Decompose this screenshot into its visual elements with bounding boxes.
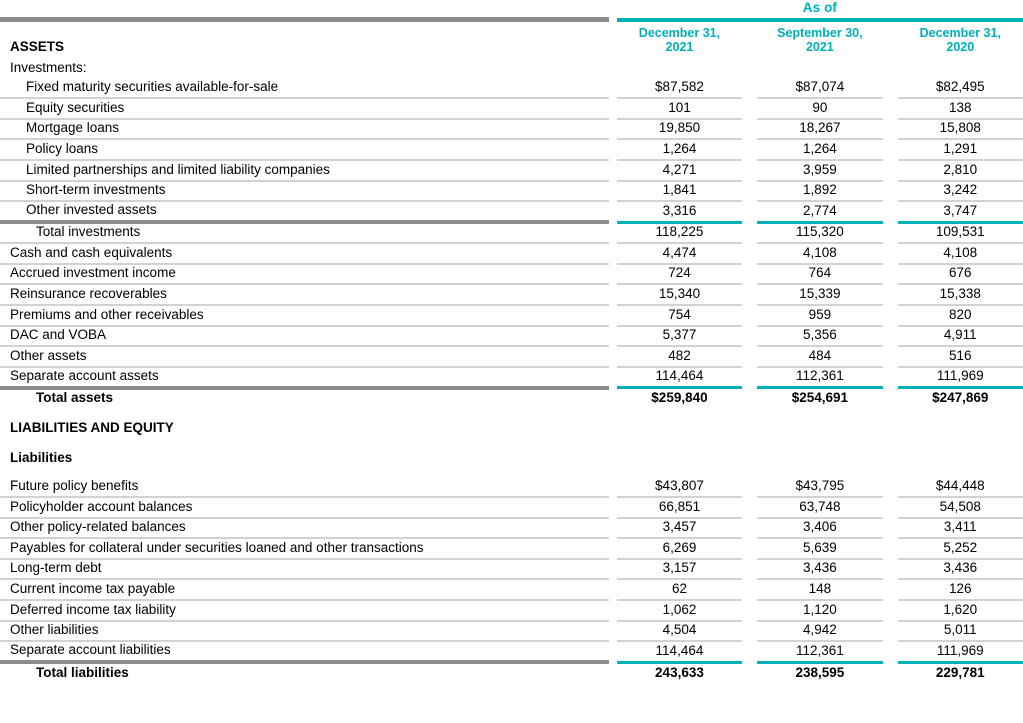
row-value: 66,851 bbox=[617, 497, 742, 518]
cell-empty bbox=[617, 57, 742, 78]
row-value: 118,225 bbox=[617, 222, 742, 243]
row-value: 5,252 bbox=[898, 538, 1023, 559]
row-value: $43,807 bbox=[617, 477, 742, 498]
table-row bbox=[0, 78, 1023, 99]
row-value: 115,320 bbox=[757, 222, 882, 243]
row-label: Limited partnerships and limited liability companies bbox=[0, 160, 609, 181]
row-label: Reinsurance recoverables bbox=[0, 284, 609, 305]
row-value: 18,267 bbox=[757, 119, 882, 140]
row-label: Future policy benefits bbox=[0, 477, 609, 498]
spacer-cell bbox=[883, 201, 898, 222]
table-row bbox=[0, 98, 1023, 119]
spacer-cell bbox=[883, 447, 898, 468]
table-row bbox=[0, 57, 1023, 78]
row-value: 148 bbox=[757, 579, 882, 600]
spacer-cell bbox=[609, 98, 617, 119]
column-header-row bbox=[0, 22, 1023, 57]
table-row bbox=[0, 243, 1023, 264]
row-label: Fixed maturity securities available-for-sale bbox=[0, 78, 609, 99]
section-title-assets: ASSETS bbox=[10, 39, 65, 54]
row-label: Other invested assets bbox=[0, 201, 609, 222]
spacer-cell bbox=[742, 160, 757, 181]
row-value: 516 bbox=[898, 346, 1023, 367]
row-label: Total assets bbox=[36, 390, 114, 406]
row-value: 959 bbox=[757, 305, 882, 326]
spacer-cell bbox=[883, 119, 898, 140]
row-value: 1,062 bbox=[617, 600, 742, 621]
row-value: 90 bbox=[757, 98, 882, 119]
spacer-cell bbox=[609, 78, 617, 99]
spacer-cell bbox=[883, 305, 898, 326]
spacer-cell bbox=[742, 388, 757, 409]
row-value: 4,942 bbox=[757, 621, 882, 642]
spacer-cell bbox=[609, 417, 617, 438]
table-row bbox=[0, 579, 1023, 600]
row-value: $44,448 bbox=[898, 477, 1023, 498]
table-row bbox=[0, 264, 1023, 285]
subsection-title-investments: Investments: bbox=[10, 59, 87, 75]
row-value: 4,271 bbox=[617, 160, 742, 181]
row-value: 2,774 bbox=[757, 201, 882, 222]
row-value: 114,464 bbox=[617, 641, 742, 662]
spacer-cell bbox=[742, 98, 757, 119]
row-label: DAC and VOBA bbox=[0, 326, 609, 347]
spacer-cell bbox=[883, 497, 898, 518]
spacer-cell bbox=[742, 417, 757, 438]
table-row bbox=[0, 621, 1023, 642]
row-value: 1,264 bbox=[757, 139, 882, 160]
spacer-cell bbox=[609, 367, 617, 388]
table-row bbox=[0, 518, 1023, 539]
row-value: 3,747 bbox=[898, 201, 1023, 222]
column-header-1 bbox=[617, 22, 742, 57]
spacer-cell bbox=[883, 518, 898, 539]
spacer-cell bbox=[609, 662, 617, 683]
spacer-cell bbox=[742, 243, 757, 264]
row-value: 3,242 bbox=[898, 181, 1023, 202]
row-value: 820 bbox=[898, 305, 1023, 326]
spacer-cell bbox=[883, 326, 898, 347]
row-label: Payables for collateral under securities loaned and other transactions bbox=[0, 538, 609, 559]
spacer-cell bbox=[742, 600, 757, 621]
row-value: 6,269 bbox=[617, 538, 742, 559]
spacer-row bbox=[0, 438, 1023, 447]
table-row bbox=[0, 305, 1023, 326]
spacer-cell bbox=[742, 559, 757, 580]
row-value: 5,639 bbox=[757, 538, 882, 559]
column-header-1-line2: 2021 bbox=[665, 40, 694, 54]
cell-empty bbox=[617, 447, 742, 468]
spacer-cell bbox=[609, 600, 617, 621]
spacer-cell bbox=[609, 477, 617, 498]
table-row bbox=[0, 600, 1023, 621]
asof-header-row bbox=[0, 0, 1023, 17]
spacer-cell bbox=[883, 243, 898, 264]
spacer-cell bbox=[883, 662, 898, 683]
spacer-cell bbox=[742, 538, 757, 559]
row-label: Premiums and other receivables bbox=[0, 305, 609, 326]
row-value: $254,691 bbox=[791, 390, 848, 406]
spacer-cell bbox=[742, 621, 757, 642]
spacer-cell bbox=[742, 579, 757, 600]
table-row bbox=[0, 538, 1023, 559]
spacer-cell bbox=[883, 160, 898, 181]
row-value: 1,264 bbox=[617, 139, 742, 160]
row-value: 138 bbox=[898, 98, 1023, 119]
row-value: 482 bbox=[617, 346, 742, 367]
table-row bbox=[0, 201, 1023, 222]
row-value: 15,339 bbox=[757, 284, 882, 305]
row-label: Separate account assets bbox=[0, 367, 609, 388]
row-value: 101 bbox=[617, 98, 742, 119]
table-row-total bbox=[0, 388, 1023, 409]
row-value: 1,620 bbox=[898, 600, 1023, 621]
cell-empty bbox=[898, 447, 1023, 468]
row-value: 15,340 bbox=[617, 284, 742, 305]
row-value: 112,361 bbox=[757, 641, 882, 662]
row-value: $87,074 bbox=[757, 78, 882, 99]
table-row bbox=[0, 346, 1023, 367]
table-row bbox=[0, 139, 1023, 160]
row-value: 3,157 bbox=[617, 559, 742, 580]
row-value: 1,120 bbox=[757, 600, 882, 621]
row-value: $247,869 bbox=[932, 390, 989, 406]
spacer-cell bbox=[883, 181, 898, 202]
spacer-cell bbox=[883, 367, 898, 388]
row-value: $82,495 bbox=[898, 78, 1023, 99]
column-header-2-line2: 2021 bbox=[805, 40, 834, 54]
row-value: $259,840 bbox=[651, 390, 708, 406]
spacer-cell bbox=[609, 538, 617, 559]
row-value: 62 bbox=[617, 579, 742, 600]
row-value: 126 bbox=[898, 579, 1023, 600]
row-label: Cash and cash equivalents bbox=[0, 243, 609, 264]
spacer-cell bbox=[609, 579, 617, 600]
spacer-cell bbox=[609, 447, 617, 468]
row-label: Accrued investment income bbox=[0, 264, 609, 285]
spacer-cell bbox=[609, 518, 617, 539]
row-value: 676 bbox=[898, 264, 1023, 285]
table-row bbox=[0, 497, 1023, 518]
table-row bbox=[0, 284, 1023, 305]
column-header-3-line1: December 31, bbox=[919, 26, 1001, 40]
spacer-cell bbox=[742, 78, 757, 99]
spacer-cell bbox=[883, 621, 898, 642]
spacer-cell bbox=[883, 538, 898, 559]
spacer-cell bbox=[742, 222, 757, 243]
spacer-cell bbox=[609, 559, 617, 580]
spacer-cell bbox=[609, 222, 617, 243]
table-row bbox=[0, 160, 1023, 181]
cell-empty bbox=[757, 57, 882, 78]
column-header-2 bbox=[757, 22, 882, 57]
spacer-cell bbox=[742, 57, 757, 78]
spacer-row bbox=[0, 468, 1023, 477]
spacer-cell bbox=[609, 621, 617, 642]
spacer-cell bbox=[609, 388, 617, 409]
row-value: 3,457 bbox=[617, 518, 742, 539]
spacer-cell bbox=[742, 201, 757, 222]
table-row bbox=[0, 326, 1023, 347]
spacer-cell bbox=[609, 497, 617, 518]
table-row bbox=[0, 641, 1023, 662]
spacer-cell bbox=[742, 22, 757, 57]
row-value: 754 bbox=[617, 305, 742, 326]
spacer-cell bbox=[883, 579, 898, 600]
spacer-cell bbox=[883, 22, 898, 57]
spacer-cell bbox=[609, 201, 617, 222]
row-value: 1,291 bbox=[898, 139, 1023, 160]
spacer-cell bbox=[742, 346, 757, 367]
column-header-1-line1: December 31, bbox=[638, 26, 721, 40]
row-value: 243,633 bbox=[655, 664, 704, 680]
spacer-cell bbox=[0, 0, 609, 17]
column-header-3 bbox=[898, 22, 1023, 57]
spacer-cell bbox=[883, 57, 898, 78]
spacer-cell bbox=[609, 264, 617, 285]
row-value: 15,808 bbox=[898, 119, 1023, 140]
row-label: Total liabilities bbox=[36, 664, 129, 680]
row-value: 5,011 bbox=[898, 621, 1023, 642]
row-value: $87,582 bbox=[617, 78, 742, 99]
row-value: 229,781 bbox=[935, 664, 985, 680]
row-value: $43,795 bbox=[757, 477, 882, 498]
table-row bbox=[0, 119, 1023, 140]
row-label: Deferred income tax liability bbox=[0, 600, 609, 621]
column-header-2-line1: September 30, bbox=[777, 26, 863, 40]
table-row-subtotal bbox=[0, 222, 1023, 243]
row-label: Total investments bbox=[0, 222, 609, 243]
row-value: 764 bbox=[757, 264, 882, 285]
cell-empty bbox=[617, 417, 742, 438]
section-title-liabilities-equity: LIABILITIES AND EQUITY bbox=[10, 419, 174, 435]
row-value: 4,108 bbox=[757, 243, 882, 264]
spacer-cell bbox=[609, 641, 617, 662]
row-value: 111,969 bbox=[898, 367, 1023, 388]
spacer-cell bbox=[742, 305, 757, 326]
spacer-cell bbox=[609, 57, 617, 78]
spacer-cell bbox=[883, 477, 898, 498]
spacer-cell bbox=[609, 181, 617, 202]
spacer-cell bbox=[742, 119, 757, 140]
row-value: 63,748 bbox=[757, 497, 882, 518]
row-label: Equity securities bbox=[0, 98, 609, 119]
row-label: Other liabilities bbox=[0, 621, 609, 642]
spacer-cell bbox=[742, 662, 757, 683]
table-row bbox=[0, 181, 1023, 202]
row-value: 19,850 bbox=[617, 119, 742, 140]
spacer-cell bbox=[742, 447, 757, 468]
row-label: Short-term investments bbox=[0, 181, 609, 202]
row-value: 3,406 bbox=[757, 518, 882, 539]
row-label: Mortgage loans bbox=[0, 119, 609, 140]
spacer-cell bbox=[883, 139, 898, 160]
row-value: 3,959 bbox=[757, 160, 882, 181]
row-value: 114,464 bbox=[617, 367, 742, 388]
row-label: Other assets bbox=[0, 346, 609, 367]
spacer-cell bbox=[742, 139, 757, 160]
row-value: 5,377 bbox=[617, 326, 742, 347]
subsection-title-liabilities: Liabilities bbox=[10, 449, 73, 465]
spacer-cell bbox=[883, 559, 898, 580]
table-row bbox=[0, 477, 1023, 498]
spacer-cell bbox=[883, 641, 898, 662]
spacer-cell bbox=[609, 160, 617, 181]
spacer-cell bbox=[883, 388, 898, 409]
row-value: 54,508 bbox=[898, 497, 1023, 518]
table-row bbox=[0, 447, 1023, 468]
spacer-cell bbox=[883, 600, 898, 621]
row-label: Long-term debt bbox=[0, 559, 609, 580]
row-value: 4,474 bbox=[617, 243, 742, 264]
spacer-cell bbox=[742, 518, 757, 539]
spacer-cell bbox=[609, 326, 617, 347]
row-value: 15,338 bbox=[898, 284, 1023, 305]
spacer-cell bbox=[883, 78, 898, 99]
cell-empty bbox=[898, 417, 1023, 438]
spacer-cell bbox=[883, 264, 898, 285]
row-label: Policyholder account balances bbox=[0, 497, 609, 518]
spacer-cell bbox=[742, 264, 757, 285]
row-value: 112,361 bbox=[757, 367, 882, 388]
spacer-cell bbox=[742, 641, 757, 662]
row-value: 111,969 bbox=[898, 641, 1023, 662]
as-of-label: As of bbox=[802, 0, 838, 15]
spacer-cell bbox=[609, 284, 617, 305]
spacer-cell bbox=[609, 305, 617, 326]
spacer-cell bbox=[609, 0, 617, 17]
spacer-cell bbox=[742, 367, 757, 388]
spacer-cell bbox=[742, 284, 757, 305]
row-value: 4,504 bbox=[617, 621, 742, 642]
spacer-cell bbox=[609, 346, 617, 367]
spacer-row bbox=[0, 408, 1023, 417]
row-value: 5,356 bbox=[757, 326, 882, 347]
row-value: 484 bbox=[757, 346, 882, 367]
spacer-cell bbox=[742, 181, 757, 202]
row-label: Separate account liabilities bbox=[0, 641, 609, 662]
spacer-cell bbox=[883, 222, 898, 243]
cell-empty bbox=[898, 57, 1023, 78]
spacer-cell bbox=[883, 346, 898, 367]
table-row-total bbox=[0, 662, 1023, 683]
row-value: 109,531 bbox=[898, 222, 1023, 243]
spacer-cell bbox=[883, 98, 898, 119]
row-value: 238,595 bbox=[795, 664, 845, 680]
row-value: 3,436 bbox=[757, 559, 882, 580]
spacer-cell bbox=[609, 22, 617, 57]
spacer-cell bbox=[742, 326, 757, 347]
row-label: Other policy-related balances bbox=[0, 518, 609, 539]
spacer-cell bbox=[883, 417, 898, 438]
table-row bbox=[0, 559, 1023, 580]
row-value: 1,892 bbox=[757, 181, 882, 202]
spacer-cell bbox=[609, 243, 617, 264]
cell-empty bbox=[757, 417, 882, 438]
table-row bbox=[0, 417, 1023, 438]
row-value: 1,841 bbox=[617, 181, 742, 202]
row-value: 3,411 bbox=[898, 518, 1023, 539]
row-value: 724 bbox=[617, 264, 742, 285]
spacer-cell bbox=[742, 497, 757, 518]
table-row bbox=[0, 367, 1023, 388]
row-value: 4,108 bbox=[898, 243, 1023, 264]
spacer-cell bbox=[609, 119, 617, 140]
row-value: 3,316 bbox=[617, 201, 742, 222]
row-label: Policy loans bbox=[0, 139, 609, 160]
row-value: 4,911 bbox=[898, 326, 1023, 347]
row-value: 2,810 bbox=[898, 160, 1023, 181]
cell-empty bbox=[757, 447, 882, 468]
row-value: 3,436 bbox=[898, 559, 1023, 580]
row-label: Current income tax payable bbox=[0, 579, 609, 600]
spacer-cell bbox=[883, 284, 898, 305]
column-header-3-line2: 2020 bbox=[946, 40, 975, 54]
spacer-cell bbox=[609, 139, 617, 160]
spacer-cell bbox=[742, 477, 757, 498]
